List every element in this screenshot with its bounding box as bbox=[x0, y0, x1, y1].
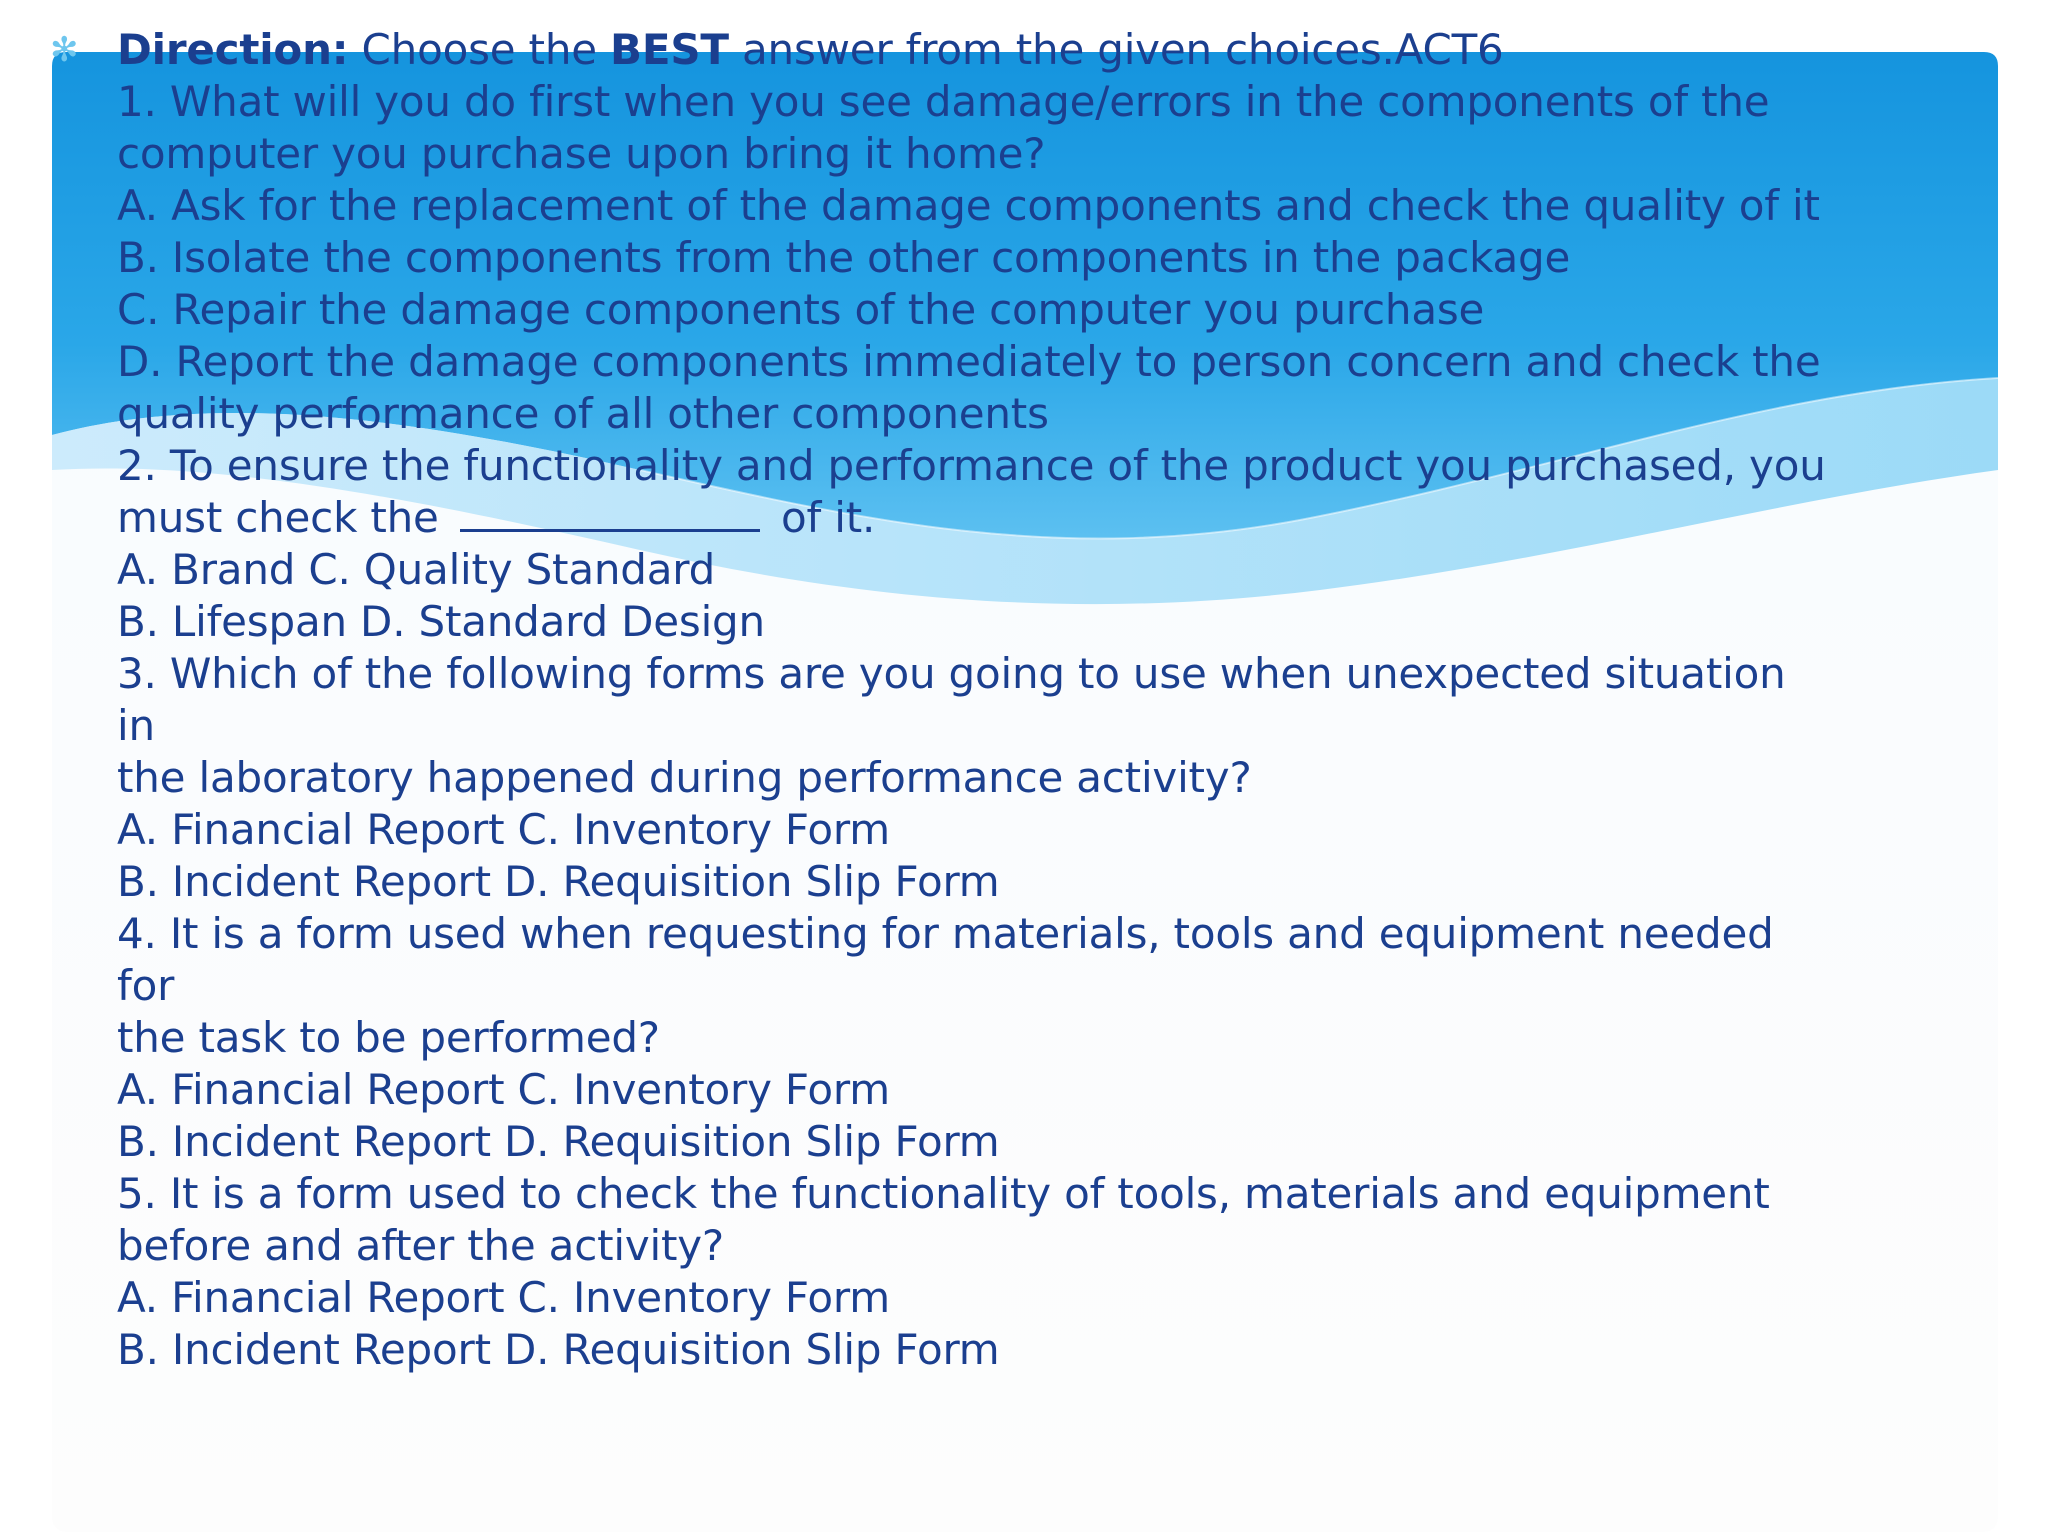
q4-question-line2: for bbox=[117, 961, 175, 1010]
q5-question-line2: before and after the activity? bbox=[117, 1221, 724, 1270]
bullet-icon: ✻ bbox=[50, 30, 79, 70]
q3-question-line3: the laboratory happened during performance activity? bbox=[117, 753, 1252, 802]
direction-emphasis: BEST bbox=[610, 25, 729, 74]
q2-question-after-blank: of it. bbox=[781, 493, 876, 542]
q1-option-d-line1: D. Report the damage components immediately to person concern and check the bbox=[117, 337, 1821, 386]
q4-question-line3: the task to be performed? bbox=[117, 1013, 660, 1062]
direction-label: Direction: bbox=[117, 25, 349, 74]
q2-question-before-blank: must check the bbox=[117, 493, 439, 542]
direction-text-after: answer from the given choices.ACT6 bbox=[742, 25, 1504, 74]
q5-options-line1: A. Financial Report C. Inventory Form bbox=[117, 1273, 890, 1322]
q5-question-line1: 5. It is a form used to check the functionality of tools, materials and equipment bbox=[117, 1169, 1770, 1218]
answer-blank bbox=[460, 493, 760, 532]
q1-option-d-line2: quality performance of all other components bbox=[117, 389, 1049, 438]
q2-question-line2 bbox=[117, 492, 2017, 544]
q2-options-line2: B. Lifespan D. Standard Design bbox=[117, 597, 765, 646]
q4-options-line2: B. Incident Report D. Requisition Slip Form bbox=[117, 1117, 1000, 1166]
slide-content bbox=[117, 24, 2017, 1376]
q3-question-line2: in bbox=[117, 701, 155, 750]
q1-option-c: C. Repair the damage components of the computer you purchase bbox=[117, 285, 1485, 334]
q2-options-line1: A. Brand C. Quality Standard bbox=[117, 545, 716, 594]
q1-question-line2: computer you purchase upon bring it home? bbox=[117, 129, 1046, 178]
direction-text-before: Choose the bbox=[361, 25, 597, 74]
q3-options-line2: B. Incident Report D. Requisition Slip Form bbox=[117, 857, 1000, 906]
q3-options-line1: A. Financial Report C. Inventory Form bbox=[117, 805, 890, 854]
q5-options-line2: B. Incident Report D. Requisition Slip Form bbox=[117, 1325, 1000, 1374]
q1-option-a: A. Ask for the replacement of the damage components and check the quality of it bbox=[117, 181, 1820, 230]
q4-options-line1: A. Financial Report C. Inventory Form bbox=[117, 1065, 890, 1114]
q2-question-line1: 2. To ensure the functionality and performance of the product you purchased, you bbox=[117, 441, 1826, 490]
q1-option-b: B. Isolate the components from the other components in the package bbox=[117, 233, 1571, 282]
q4-question-line1: 4. It is a form used when requesting for materials, tools and equipment needed bbox=[117, 909, 1774, 958]
q3-question-line1: 3. Which of the following forms are you going to use when unexpected situation bbox=[117, 649, 1786, 698]
q1-question-line1: 1. What will you do first when you see damage/errors in the components of the bbox=[117, 77, 1770, 126]
direction-line bbox=[117, 24, 2017, 76]
